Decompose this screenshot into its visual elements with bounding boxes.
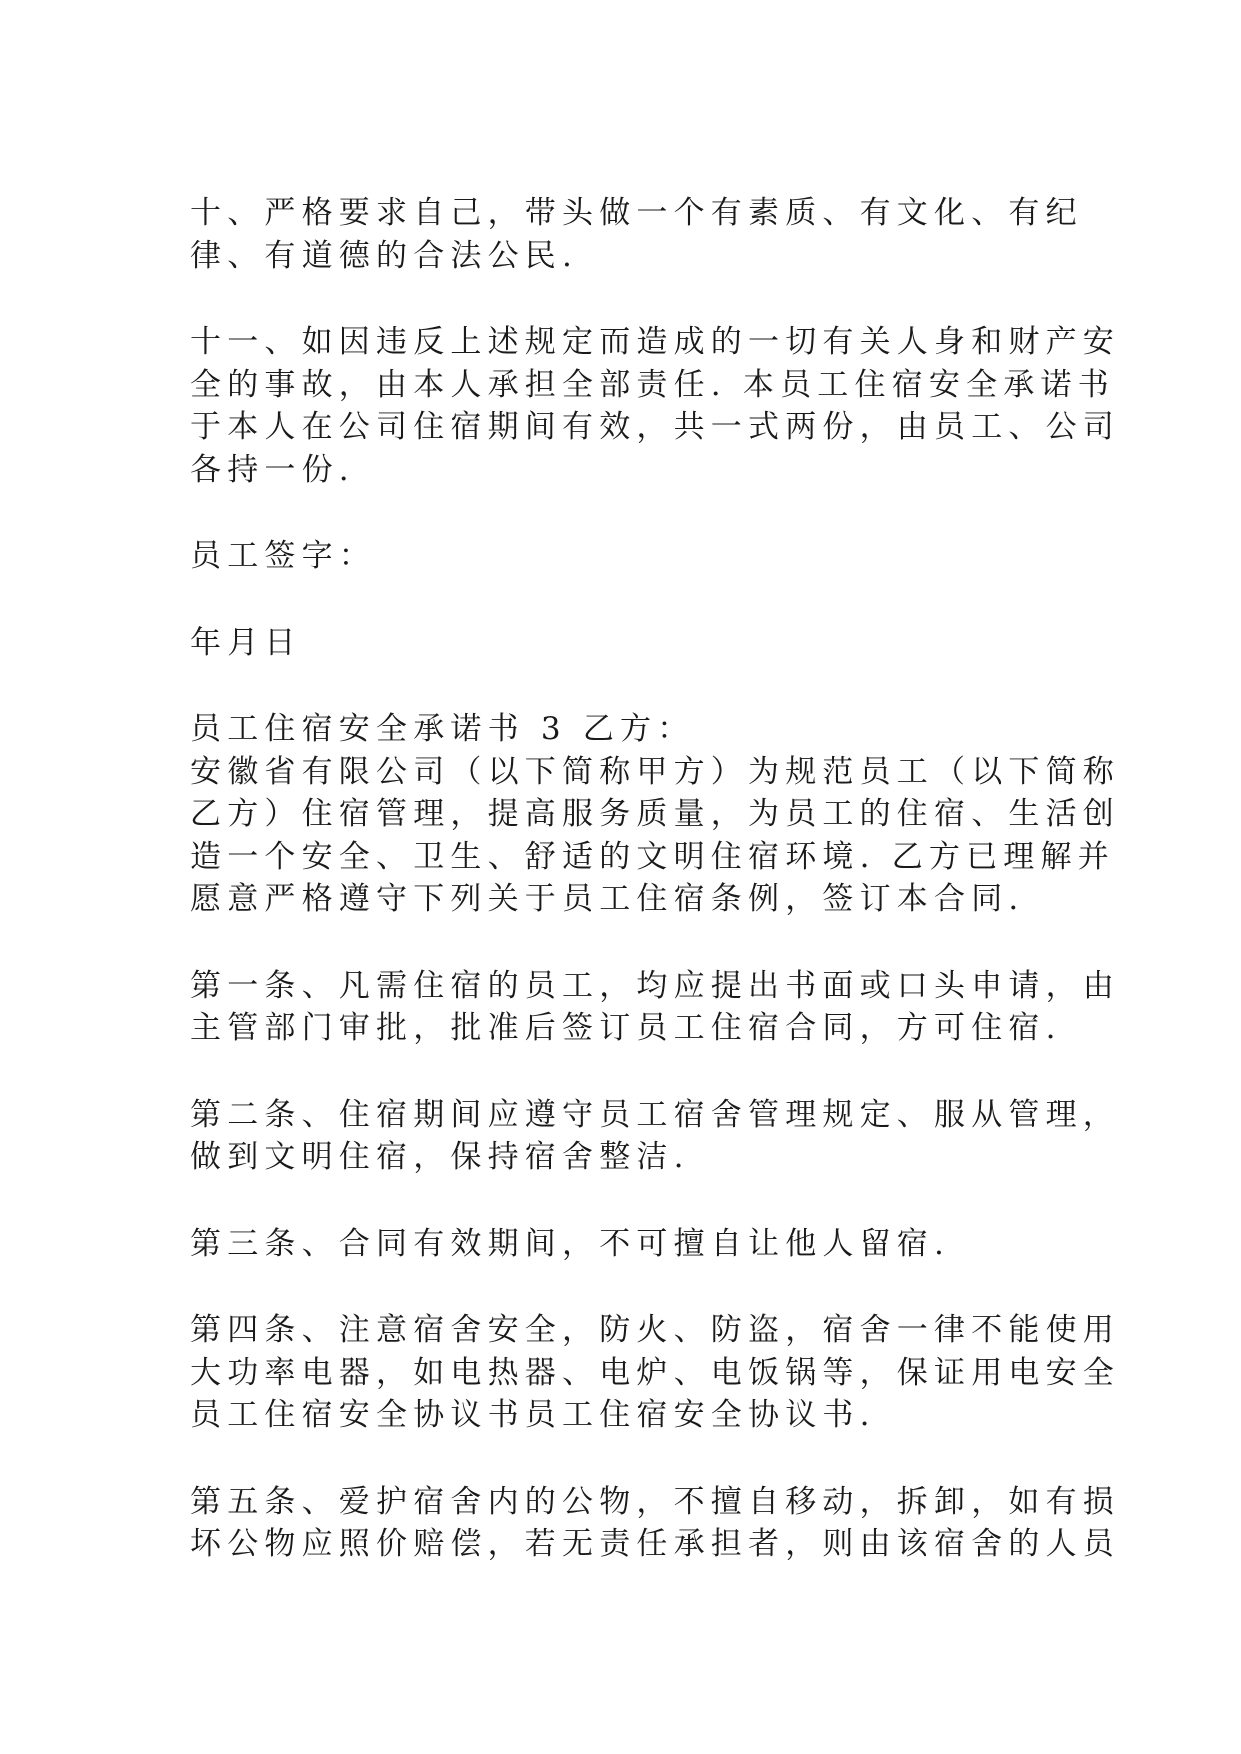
article-3 (190, 1223, 1030, 1266)
text-line: 第三条、合同有效期间，不可擅自让他人留宿. (190, 1225, 951, 1262)
text-line: 全的事故，由本人承担全部责任. 本员工住宿安全承诺书 (190, 366, 1115, 403)
text-line: 律、有道德的合法公民. (190, 237, 579, 274)
paragraph-item-11 (190, 321, 1120, 491)
text-line: 做到文明住宿，保持宿舍整洁. (190, 1139, 690, 1175)
article-1 (190, 965, 1120, 1050)
article-5 (190, 1481, 1120, 1566)
section-heading: 员工住宿安全承诺书 3 乙方： (190, 711, 695, 747)
signature-line (190, 535, 1030, 578)
text-line: 第四条、注意宿舍安全，防火、防盗，宿舍一律不能使用 (190, 1312, 1120, 1348)
text-line: 大功率电器，如电热器、电炉、电饭锅等，保证用电安全 (190, 1354, 1120, 1391)
text-line: 安徽省有限公司（以下简称甲方）为规范员工（以下简称 (190, 753, 1120, 790)
paragraph-item-10 (190, 192, 1083, 277)
text-line: 第二条、住宿期间应遵守员工宿舍管理规定、服从管理， (190, 1096, 1120, 1133)
text-line: 乙方）住宿管理，提高服务质量，为员工的住宿、生活创 (190, 796, 1120, 832)
text-line: 十一、如因违反上述规定而造成的一切有关人身和财产安 (190, 324, 1120, 360)
document-body (190, 192, 1120, 1610)
text-line: 第一条、凡需住宿的员工，均应提出书面或口头申请，由 (190, 967, 1120, 1004)
text-line: 各持一份. (190, 451, 355, 488)
article-2 (190, 1094, 1120, 1179)
text-line: 十、严格要求自己，带头做一个有素质、有文化、有纪 (190, 195, 1083, 231)
text-line: 愿意严格遵守下列关于员工住宿条例，签订本合同. (190, 881, 1025, 917)
signature-label: 员工签字： (190, 538, 376, 574)
date-line (190, 622, 1030, 665)
text-line: 造一个安全、卫生、舒适的文明住宿环境. 乙方已理解并 (190, 838, 1115, 875)
intro-paragraph (190, 708, 1120, 921)
date-label: 年月日 (190, 624, 302, 661)
article-4 (190, 1309, 1120, 1437)
text-line: 坏公物应照价赔偿，若无责任承担者，则由该宿舍的人员 (190, 1526, 1120, 1562)
text-line: 第五条、爱护宿舍内的公物，不擅自移动，拆卸，如有损 (190, 1483, 1120, 1520)
text-line: 于本人在公司住宿期间有效，共一式两份，由员工、公司 (190, 409, 1120, 445)
text-line: 主管部门审批，批准后签订员工住宿合同，方可住宿. (190, 1010, 1062, 1046)
text-line: 员工住宿安全协议书员工住宿安全协议书. (190, 1397, 876, 1433)
